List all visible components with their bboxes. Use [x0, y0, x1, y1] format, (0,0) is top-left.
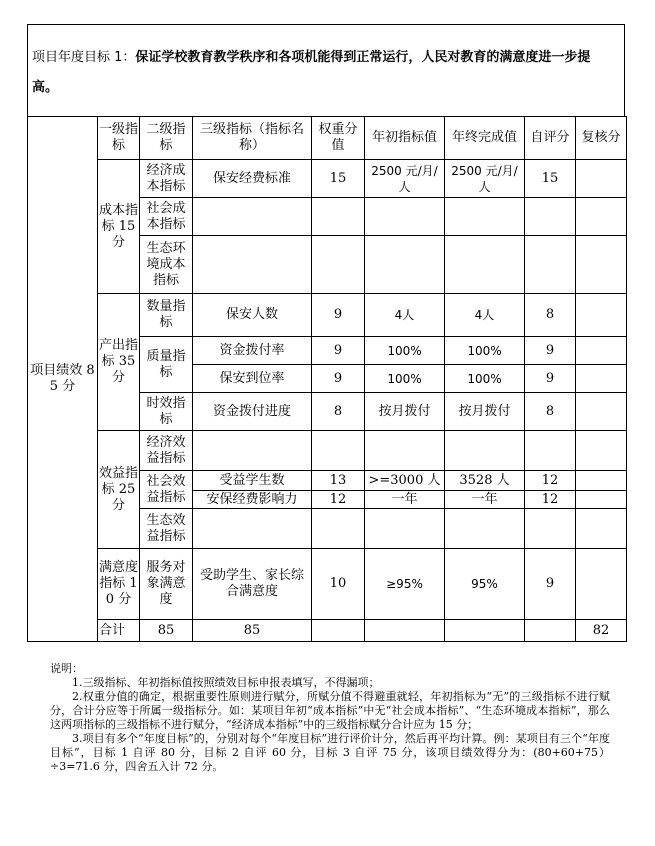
output-quantity-final: 4人 — [445, 294, 525, 337]
header-row — [28, 117, 627, 160]
output-quantity-weight: 9 — [312, 294, 365, 337]
output-quality-self2: 9 — [525, 365, 576, 393]
annual-goal-label: 项目年度目标 1： — [32, 50, 136, 65]
benefit-social-self1: 12 — [525, 471, 576, 491]
table-row — [28, 549, 627, 620]
output-quality-initial2: 100% — [365, 365, 445, 393]
cost-economic-review — [576, 160, 627, 198]
benefit-economic: 经济效益指标 — [140, 431, 193, 471]
output-quality-self1: 9 — [525, 337, 576, 365]
benefit-social-initial2: 一年 — [365, 491, 445, 509]
benefit-social-initial1: >=3000 人 — [365, 471, 445, 491]
header-initial: 年初指标值 — [365, 117, 445, 160]
cost-social: 社会成本指标 — [140, 198, 193, 236]
note-1: 1.三级指标、年初指标值按照绩效目标申报表填写，不得漏项； — [72, 676, 380, 689]
header-level2: 二级指标 — [140, 117, 193, 160]
output-quantity: 数量指标 — [140, 294, 193, 337]
total-row — [28, 620, 627, 642]
output-timeliness-initial: 按月拨付 — [365, 393, 445, 431]
cost-label: 成本指标 15 分 — [98, 160, 140, 294]
header-review: 复核分 — [576, 117, 627, 160]
cost-economic-final: 2500 元/月/人 — [445, 160, 525, 198]
output-quantity-initial: 4人 — [365, 294, 445, 337]
benefit-social-weight2: 12 — [312, 491, 365, 509]
annual-goal — [27, 24, 625, 116]
output-quality-final1: 100% — [445, 337, 525, 365]
total-level1: 85 — [140, 620, 193, 642]
header-level1: 一级指标 — [98, 117, 140, 160]
satisfaction-initial: ≥95% — [365, 549, 445, 620]
benefit-eco: 生态效益指标 — [140, 509, 193, 549]
header-level3: 三级指标（指标名称） — [193, 117, 312, 160]
output-timeliness-weight: 8 — [312, 393, 365, 431]
benefit-social-final1: 3528 人 — [445, 471, 525, 491]
satisfaction-final: 95% — [445, 549, 525, 620]
total-self: 82 — [576, 620, 627, 642]
benefit-social-self2: 12 — [525, 491, 576, 509]
benefit-social-weight1: 13 — [312, 471, 365, 491]
output-quality-weight2: 9 — [312, 365, 365, 393]
header-self: 自评分 — [525, 117, 576, 160]
total-level2: 85 — [193, 620, 312, 642]
table-row — [28, 160, 627, 198]
note-2: 2.权重分值的确定，根据重要性原则进行赋分，所赋分值不得避重就轻，年初指标为“无”的三级指标不进行赋分，合计分应等于所属一级指标分。如：某项目年初“成本指标”中无“社会成本指标”、“生态环境成本指标”，那么这两项指标的三级指标不进行赋分，“经济成本指标”中的三级指标赋分合计应为 15 分； — [50, 690, 610, 731]
benefit-social: 社会效益指标 — [140, 471, 193, 509]
satisfaction-self: 9 — [525, 549, 576, 620]
notes-title: 说明： — [50, 662, 83, 675]
output-timeliness: 时效指标 — [140, 393, 193, 431]
satisfaction-label: 满意度指标 10 分 — [98, 549, 140, 620]
output-quality-initial1: 100% — [365, 337, 445, 365]
output-timeliness-final: 按月拨付 — [445, 393, 525, 431]
indicator-table — [27, 116, 627, 642]
cost-eco: 生态环境成本指标 — [140, 236, 193, 294]
total-label: 合计 — [98, 620, 140, 642]
benefit-social-item2: 安保经费影响力 — [193, 491, 312, 509]
header-final: 年终完成值 — [445, 117, 525, 160]
output-timeliness-item: 资金拨付进度 — [193, 393, 312, 431]
output-quantity-item: 保安人数 — [193, 294, 312, 337]
notes — [50, 662, 610, 774]
output-quality: 质量指标 — [140, 337, 193, 393]
output-quality-weight1: 9 — [312, 337, 365, 365]
project-cell: 项目绩效 85 分 — [28, 117, 98, 642]
output-label: 产出指标 35 分 — [98, 294, 140, 431]
cost-economic: 经济成本指标 — [140, 160, 193, 198]
header-weight: 权重分值 — [312, 117, 365, 160]
evaluation-sheet — [27, 24, 627, 642]
satisfaction-weight: 10 — [312, 549, 365, 620]
output-quality-final2: 100% — [445, 365, 525, 393]
output-quantity-self: 8 — [525, 294, 576, 337]
cost-economic-self: 15 — [525, 160, 576, 198]
satisfaction-sub: 服务对象满意度 — [140, 549, 193, 620]
table-row — [28, 431, 627, 471]
output-quality-item1: 资金拨付率 — [193, 337, 312, 365]
note-3: 3.项目有多个“年度目标”的，分别对每个“年度目标”进行评价计分，然后再平均计算。例：某项目有三个“年度目标”，目标 1 自评 80 分，目标 2 自评 60 分，目标 3 自评 75 分，该项目绩效得分为：(80+60+75）÷3=71.6 分，四舍五入计 72 分。 — [50, 732, 610, 773]
benefit-label: 效益指标 25 分 — [98, 431, 140, 549]
cost-economic-initial: 2500 元/月/人 — [365, 160, 445, 198]
annual-goal-text: 保证学校教育教学秩序和各项机能得到正常运行，人民对教育的满意度进一步提高。 — [32, 50, 591, 95]
cost-economic-item: 保安经费标准 — [193, 160, 312, 198]
table-row — [28, 294, 627, 337]
output-quality-item2: 保安到位率 — [193, 365, 312, 393]
benefit-social-final2: 一年 — [445, 491, 525, 509]
output-timeliness-self: 8 — [525, 393, 576, 431]
satisfaction-item: 受助学生、家长综合满意度 — [193, 549, 312, 620]
benefit-social-item1: 受益学生数 — [193, 471, 312, 491]
cost-economic-weight: 15 — [312, 160, 365, 198]
